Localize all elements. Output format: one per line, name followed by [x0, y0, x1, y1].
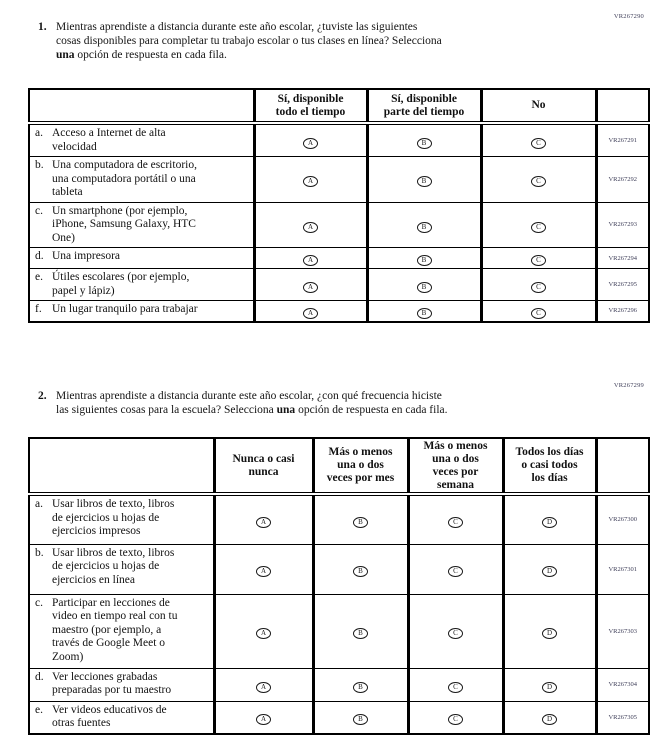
- q2-b-option-c-cell[interactable]: [408, 544, 503, 594]
- answer-bubble-a[interactable]: A: [256, 517, 271, 528]
- q1-row-e: [29, 269, 649, 301]
- row-label-cell: [29, 157, 254, 203]
- answer-bubble-a[interactable]: A: [303, 255, 318, 266]
- row-label: Acceso a Internet de alta velocidad: [52, 127, 166, 153]
- answer-bubble-a[interactable]: A: [256, 682, 271, 693]
- answer-bubble-d[interactable]: D: [542, 714, 557, 725]
- q2-c-option-d-cell[interactable]: [503, 594, 596, 668]
- q1-c-option-c-cell[interactable]: [481, 202, 596, 248]
- q2-d-option-d-cell[interactable]: [503, 668, 596, 701]
- question-2-bold-una: una: [276, 404, 296, 416]
- answer-bubble-a[interactable]: A: [256, 628, 271, 639]
- row-letter: f.: [35, 303, 42, 315]
- q2-e-option-a-cell[interactable]: [214, 701, 313, 734]
- answer-bubble-b[interactable]: B: [417, 308, 432, 319]
- q2-row-b: [29, 544, 649, 594]
- row-letter: d.: [35, 250, 44, 262]
- q1-row-a: [29, 123, 649, 157]
- answer-bubble-b[interactable]: B: [353, 714, 368, 725]
- row-label: Útiles escolares (por ejemplo, papel y lápiz): [52, 271, 190, 297]
- answer-bubble-a[interactable]: A: [303, 222, 318, 233]
- answer-bubble-c[interactable]: C: [531, 255, 546, 266]
- q2-a-option-b-cell[interactable]: [313, 494, 408, 544]
- answer-bubble-c[interactable]: C: [448, 628, 463, 639]
- answer-bubble-b[interactable]: B: [417, 176, 432, 187]
- q1-d-option-c-cell[interactable]: [481, 248, 596, 269]
- row-label: Un lugar tranquilo para trabajar: [52, 303, 198, 315]
- row-label-cell: [29, 301, 254, 322]
- q1-row-f: [29, 301, 649, 322]
- answer-bubble-d[interactable]: D: [542, 628, 557, 639]
- question-1-table: [28, 88, 650, 323]
- answer-bubble-b[interactable]: B: [417, 255, 432, 266]
- question-2-number: 2.: [38, 390, 47, 402]
- row-label: Ver videos educativos de otras fuentes: [52, 703, 167, 729]
- answer-bubble-c[interactable]: C: [531, 138, 546, 149]
- answer-bubble-b[interactable]: B: [417, 222, 432, 233]
- q2-c-option-a-cell[interactable]: [214, 594, 313, 668]
- answer-bubble-a[interactable]: A: [303, 138, 318, 149]
- q1-e-option-b-cell[interactable]: [367, 269, 481, 301]
- row-label-cell: [29, 123, 254, 157]
- answer-bubble-a[interactable]: A: [303, 176, 318, 187]
- q2-c-option-b-cell[interactable]: [313, 594, 408, 668]
- q1-c-option-a-cell[interactable]: [254, 202, 367, 248]
- q2-a-option-d-cell[interactable]: [503, 494, 596, 544]
- row-item-code: VR267300: [596, 494, 649, 544]
- row-letter: c.: [35, 596, 43, 609]
- row-label-cell: [29, 494, 214, 544]
- row-item-code: VR267296: [596, 301, 649, 322]
- q2-row-c: [29, 594, 649, 668]
- q2-b-option-d-cell[interactable]: [503, 544, 596, 594]
- row-item-code: VR267303: [596, 594, 649, 668]
- answer-bubble-c[interactable]: C: [448, 566, 463, 577]
- row-letter: b.: [35, 546, 44, 559]
- q1-f-option-b-cell[interactable]: [367, 301, 481, 322]
- question-2-line2: las siguientes cosas para la escuela? Selecciona una opción de respuesta en cada fila.: [56, 404, 448, 416]
- answer-bubble-d[interactable]: D: [542, 682, 557, 693]
- q1-f-option-a-cell[interactable]: [254, 301, 367, 322]
- answer-bubble-b[interactable]: B: [417, 282, 432, 293]
- question-1: [38, 20, 442, 62]
- item-code-q1: VR267290: [613, 13, 644, 20]
- question-1-line3: una opción de respuesta en cada fila.: [56, 49, 227, 61]
- q1-row-d: [29, 248, 649, 269]
- q1-b-option-b-cell[interactable]: [367, 157, 481, 203]
- row-item-code: VR267293: [596, 202, 649, 248]
- q2-e-option-c-cell[interactable]: [408, 701, 503, 734]
- q1-b-option-a-cell[interactable]: [254, 157, 367, 203]
- row-label: Una computadora de escritorio, una computadora portátil o una tableta: [52, 159, 197, 198]
- row-item-code: VR267304: [596, 668, 649, 701]
- row-item-code: VR267295: [596, 269, 649, 301]
- answer-bubble-d[interactable]: D: [542, 517, 557, 528]
- row-letter: e.: [35, 271, 43, 283]
- answer-bubble-c[interactable]: C: [448, 682, 463, 693]
- q2-header-col-once-twice-week: Más o menos una o dos veces por semana: [408, 438, 503, 494]
- q1-e-option-c-cell[interactable]: [481, 269, 596, 301]
- question-1-number: 1.: [38, 21, 47, 33]
- answer-bubble-a[interactable]: A: [303, 282, 318, 293]
- q2-b-option-a-cell[interactable]: [214, 544, 313, 594]
- q1-a-option-a-cell[interactable]: [254, 123, 367, 157]
- question-1-line1: Mientras aprendiste a distancia durante este año escolar, ¿tuviste las siguientes: [56, 21, 418, 33]
- row-item-code: VR267292: [596, 157, 649, 203]
- row-label-cell: [29, 701, 214, 734]
- q1-f-option-c-cell[interactable]: [481, 301, 596, 322]
- row-letter: a.: [35, 127, 43, 139]
- q1-d-option-a-cell[interactable]: [254, 248, 367, 269]
- row-label-cell: [29, 544, 214, 594]
- row-label-cell: [29, 269, 254, 301]
- question-2-line1: Mientras aprendiste a distancia durante este año escolar, ¿con qué frecuencia hiciste: [56, 390, 442, 402]
- row-letter: c.: [35, 204, 43, 217]
- q1-e-option-a-cell[interactable]: [254, 269, 367, 301]
- q1-a-option-c-cell[interactable]: [481, 123, 596, 157]
- answer-bubble-b[interactable]: B: [353, 566, 368, 577]
- q1-header-col-available-part-time: Sí, disponible parte del tiempo: [367, 89, 481, 123]
- row-letter: b.: [35, 159, 44, 171]
- answer-bubble-c[interactable]: C: [448, 714, 463, 725]
- q1-header-code-empty: [596, 89, 649, 123]
- q2-header-row: [29, 438, 649, 494]
- q2-e-option-d-cell[interactable]: [503, 701, 596, 734]
- row-label: Usar libros de texto, libros de ejercicios u hojas de ejercicios en línea: [52, 546, 175, 586]
- row-letter: a.: [35, 498, 43, 510]
- question-2-text: [56, 389, 448, 417]
- q2-d-option-a-cell[interactable]: [214, 668, 313, 701]
- answer-bubble-b[interactable]: B: [353, 517, 368, 528]
- row-letter: d.: [35, 670, 44, 683]
- answer-bubble-b[interactable]: B: [353, 682, 368, 693]
- row-label: Un smartphone (por ejemplo, iPhone, Samsung Galaxy, HTC One): [52, 204, 196, 244]
- q2-c-option-c-cell[interactable]: [408, 594, 503, 668]
- question-1-text: [56, 20, 442, 62]
- q2-e-option-b-cell[interactable]: [313, 701, 408, 734]
- answer-bubble-c[interactable]: C: [531, 176, 546, 187]
- q2-header-col-every-day: Todos los días o casi todos los días: [503, 438, 596, 494]
- q2-row-e: [29, 701, 649, 734]
- q1-header-row: [29, 89, 649, 123]
- answer-bubble-a[interactable]: A: [256, 714, 271, 725]
- question-2: [38, 389, 448, 417]
- q2-d-option-c-cell[interactable]: [408, 668, 503, 701]
- row-label-cell: [29, 668, 214, 701]
- row-item-code: VR267305: [596, 701, 649, 734]
- question-1-bold-una: una: [56, 49, 75, 61]
- row-item-code: VR267291: [596, 123, 649, 157]
- row-label: Participar en lecciones de video en tiempo real con tu maestro (por ejemplo, a través de Google Meet o Zoom): [52, 596, 178, 663]
- answer-bubble-c[interactable]: C: [531, 282, 546, 293]
- q2-header-empty: [29, 438, 214, 494]
- q2-row-d: [29, 668, 649, 701]
- item-code-q2: VR267299: [613, 382, 644, 389]
- q2-a-option-a-cell[interactable]: [214, 494, 313, 544]
- q2-header-col-never: Nunca o casi nunca: [214, 438, 313, 494]
- q1-b-option-c-cell[interactable]: [481, 157, 596, 203]
- row-label: Usar libros de texto, libros de ejercicios u hojas de ejercicios impresos: [52, 498, 175, 537]
- q2-header-col-once-twice-month: Más o menos una o dos veces por mes: [313, 438, 408, 494]
- row-label-cell: [29, 202, 254, 248]
- row-item-code: VR267301: [596, 544, 649, 594]
- answer-bubble-a[interactable]: A: [256, 566, 271, 577]
- answer-bubble-a[interactable]: A: [303, 308, 318, 319]
- row-label-cell: [29, 248, 254, 269]
- answer-bubble-b[interactable]: B: [353, 628, 368, 639]
- q1-c-option-b-cell[interactable]: [367, 202, 481, 248]
- q1-d-option-b-cell[interactable]: [367, 248, 481, 269]
- answer-bubble-d[interactable]: D: [542, 566, 557, 577]
- q2-header-code-empty: [596, 438, 649, 494]
- answer-bubble-c[interactable]: C: [531, 222, 546, 233]
- row-letter: e.: [35, 703, 43, 716]
- q2-b-option-b-cell[interactable]: [313, 544, 408, 594]
- question-1-line2: cosas disponibles para completar tu trabajo escolar o tus clases en línea? Selecciona: [56, 35, 442, 47]
- answer-bubble-c[interactable]: C: [448, 517, 463, 528]
- q2-row-a: [29, 494, 649, 544]
- q1-a-option-b-cell[interactable]: [367, 123, 481, 157]
- row-label: Una impresora: [52, 250, 121, 262]
- q1-row-c: [29, 202, 649, 248]
- row-item-code: VR267294: [596, 248, 649, 269]
- q2-d-option-b-cell[interactable]: [313, 668, 408, 701]
- row-label: Ver lecciones grabadas preparadas por tu maestro: [52, 670, 172, 696]
- row-label-cell: [29, 594, 214, 668]
- answer-bubble-c[interactable]: C: [531, 308, 546, 319]
- q1-header-empty: [29, 89, 254, 123]
- q1-header-col-no: No: [481, 89, 596, 123]
- q2-a-option-c-cell[interactable]: [408, 494, 503, 544]
- question-2-table: [28, 437, 650, 735]
- q1-row-b: [29, 157, 649, 203]
- q1-header-col-available-all-time: Sí, disponible todo el tiempo: [254, 89, 367, 123]
- answer-bubble-b[interactable]: B: [417, 138, 432, 149]
